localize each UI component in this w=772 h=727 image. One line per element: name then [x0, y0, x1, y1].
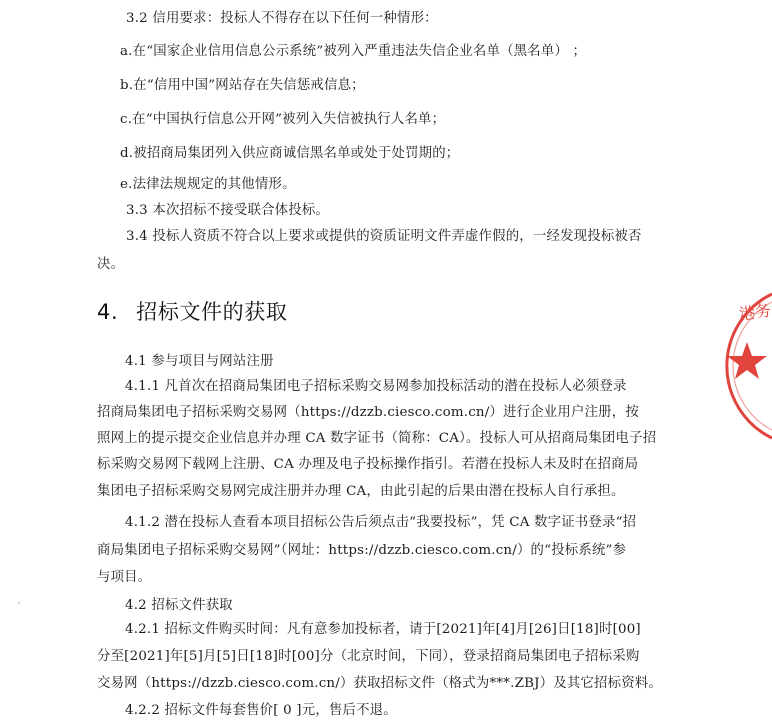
list-item-d: d.被招商局集团列入供应商诚信黑名单或处于处罚期的； — [120, 146, 460, 161]
list-item-e: e.法律法规规定的其他情形。 — [120, 177, 296, 192]
paragraph-4-1-1-line1: 4.1.1 凡首次在招商局集团电子招标采购交易网参加投标活动的潜在投标人必须登录 — [125, 379, 627, 394]
paragraph-4-1-1-line4: 标采购交易网下载网上注册、CA 办理及电子投标操作指引。若潜在投标人未及时在招商局 — [97, 457, 639, 472]
list-item-c: c.在“中国执行信息公开网”被列入失信被执行人名单； — [120, 112, 446, 127]
section-4-heading — [97, 298, 287, 326]
paragraph-4-2-1-line2: 分至[2021]年[5]月[5]日[18]时[00]分（北京时间，下同），登录招商局集团电子招标采购 — [97, 649, 640, 664]
paragraph-4-1-1-line3: 照网上的提示提交企业信息并办理 CA 数字证书（简称：CA）。投标人可从招商局集团电子招 — [97, 431, 657, 446]
svg-text:港务: 港务 — [737, 300, 772, 324]
paragraph-4-1-2-line2: 商局集团电子招标采购交易网”（网址：https://dzzb.ciesco.com.cn/）的“投标系统”参 — [97, 543, 627, 558]
paragraph-4-1-1-line2: 招商局集团电子招标采购交易网（https://dzzb.ciesco.com.cn/）进行企业用户注册，按 — [97, 405, 639, 420]
list-item-b: b.在“信用中国”网站存在失信惩戒信息； — [120, 78, 365, 93]
scan-dust-mark — [14, 598, 24, 608]
list-item-a: a.在“国家企业信用信息公示系统”被列入严重违法失信企业名单（黑名单） ； — [120, 44, 587, 59]
paragraph-3-4-line1: 3.4 投标人资质不符合以上要求或提供的资质证明文件弄虚作假的，一经发现投标被否 — [126, 229, 642, 244]
paragraph-3-3: 3.3 本次招标不接受联合体投标。 — [126, 203, 330, 218]
paragraph-3-4-line2: 决。 — [97, 257, 125, 272]
seal-graphic — [712, 286, 772, 446]
paragraph-4-1-1-line5: 集团电子招标采购交易网完成注册并办理 CA，由此引起的后果由潜在投标人自行承担。 — [97, 484, 625, 499]
paragraph-3-2: 3.2 信用要求：投标人不得存在以下任何一种情形： — [126, 11, 438, 26]
paragraph-4-1: 4.1 参与项目与网站注册 — [125, 354, 274, 369]
paragraph-4-2-2: 4.2.2 招标文件每套售价[ 0 ]元，售后不退。 — [125, 703, 397, 718]
section-title: 招标文件的获取 — [136, 300, 288, 324]
paragraph-4-1-2-line1: 4.1.2 潜在投标人查看本项目招标公告后须点击“我要投标”，凭 CA 数字证书登录“招 — [125, 515, 637, 530]
paragraph-4-2: 4.2 招标文件获取 — [125, 598, 233, 613]
paragraph-4-2-1-line1: 4.2.1 招标文件购买时间：凡有意参加投标者，请于[2021]年[4]月[26]日[18]时[00] — [125, 622, 641, 637]
section-number: 4. — [97, 300, 119, 324]
official-seal — [712, 286, 772, 446]
paragraph-4-1-2-line3: 与项目。 — [97, 570, 152, 585]
paragraph-4-2-1-line3: 交易网（https://dzzb.ciesco.com.cn/）获取招标文件（格式为***.ZBJ）及其它招标资料。 — [97, 676, 663, 691]
